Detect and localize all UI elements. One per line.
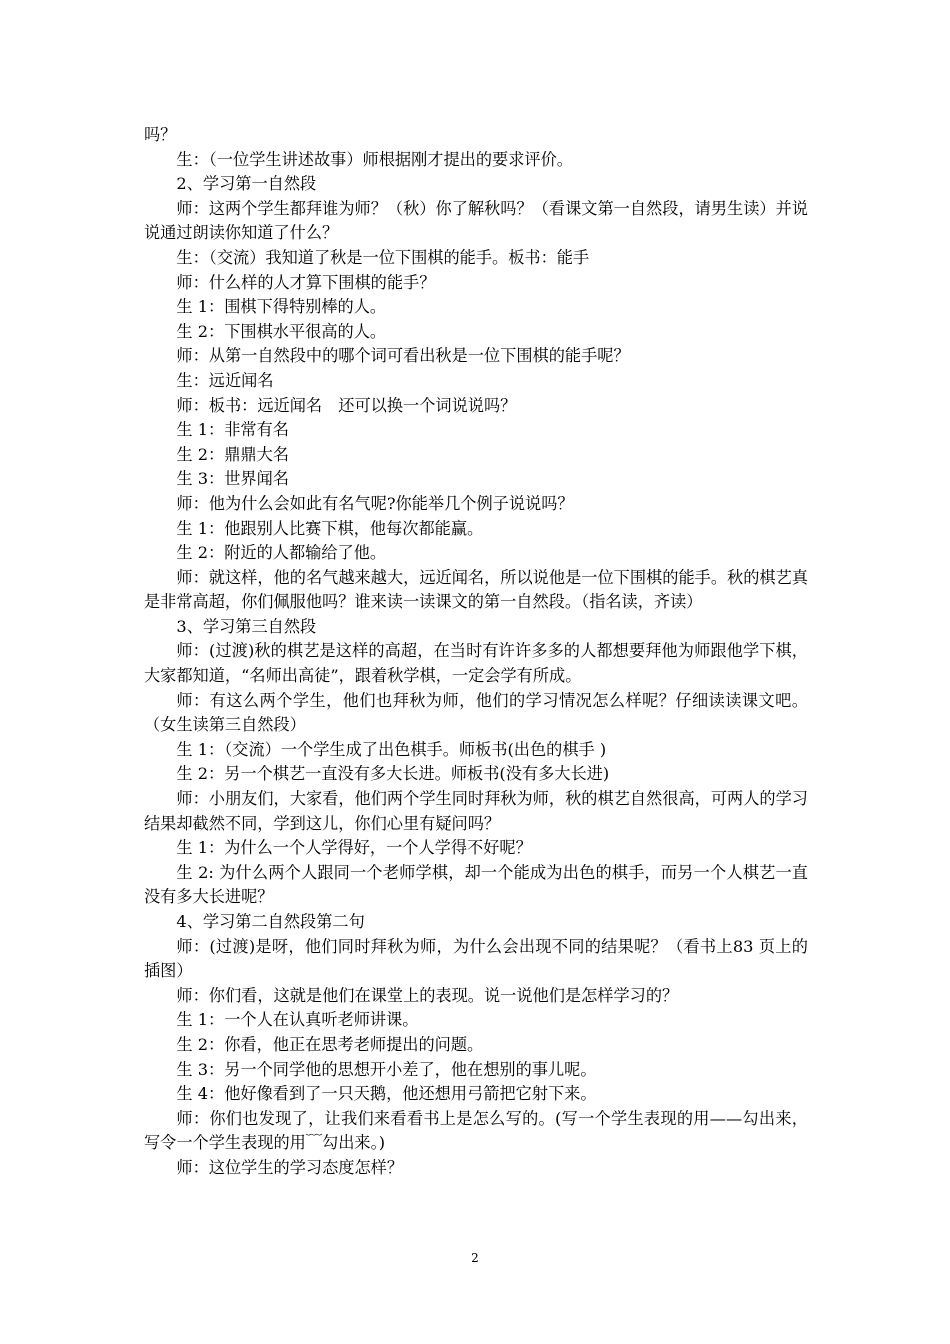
document-body bbox=[144, 123, 808, 1181]
paragraph: 生 2：附近的人都输给了他。 bbox=[176, 543, 387, 563]
paragraph: 师：从第一自然段中的哪个词可看出秋是一位下围棋的能手呢？ bbox=[176, 346, 630, 366]
paragraph: 生 2：你看，他正在思考老师提出的问题。 bbox=[176, 1034, 484, 1054]
paragraph: 生 1：为什么一个人学得好，一个人学得不好呢？ bbox=[176, 838, 532, 858]
paragraph: 师：小朋友们，大家看，他们两个学生同时拜秋为师，秋的棋艺自然很高，可两人的学习结果却截然不同，学到这儿，你们心里有疑问吗？ bbox=[144, 789, 808, 833]
paragraph: 师：这位学生的学习态度怎样？ bbox=[176, 1157, 404, 1177]
paragraph: 师：你们也发现了，让我们来看看书上是怎么写的。(写一个学生表现的用——勾出来，写令一个学生表现的用﹋勾出来。) bbox=[144, 1108, 808, 1153]
paragraph: 生：（一位学生讲述故事）师根据刚才提出的要求评价。 bbox=[176, 149, 573, 169]
paragraph: 生 4：他好像看到了一只天鹅，他还想用弓箭把它射下来。 bbox=[176, 1084, 597, 1104]
page-number: 2 bbox=[471, 1251, 479, 1265]
paragraph: 生：远近闻名 bbox=[176, 370, 274, 390]
paragraph: 师：板书：远近闻名 还可以换一个词说说吗？ bbox=[176, 395, 517, 415]
paragraph: 师：(过渡)是呀，他们同时拜秋为师，为什么会出现不同的结果呢？（看书上83 页上的插图） bbox=[144, 936, 808, 981]
paragraph: 生：（交流）我知道了秋是一位下围棋的能手。板书：能手 bbox=[176, 247, 590, 267]
paragraph: 生 2: 为什么两个人跟同一个老师学棋，却一个能成为出色的棋手，而另一个人棋艺一直没有多大长进呢？ bbox=[144, 862, 808, 907]
paragraph: 师：(过渡)秋的棋艺是这样的高超，在当时有许许多多的人都想要拜他为师跟他学下棋，大家都知道，“名师出高徒”，跟着秋学棋，一定会学有所成。 bbox=[144, 641, 808, 686]
paragraph: 生 2：下围棋水平很高的人。 bbox=[176, 321, 387, 341]
paragraph: 生 3：世界闻名 bbox=[176, 469, 289, 489]
paragraph: 生 2：另一个棋艺一直没有多大长进。师板书(没有多大长进) bbox=[176, 764, 610, 784]
paragraph: 生 2：鼎鼎大名 bbox=[176, 444, 289, 464]
paragraph: 生 3：另一个同学他的思想开小差了，他在想别的事儿呢。 bbox=[176, 1059, 597, 1079]
paragraph: 师：你们看，这就是他们在课堂上的表现。说一说他们是怎样学习的？ bbox=[176, 985, 679, 1005]
paragraph: 师：他为什么会如此有名气呢?你能举几个例子说说吗？ bbox=[176, 493, 574, 513]
paragraph: 生 1：围棋下得特别棒的人。 bbox=[176, 297, 387, 317]
paragraph: 3、学习第三自然段 bbox=[176, 616, 317, 636]
paragraph: 2、学习第一自然段 bbox=[176, 174, 317, 194]
paragraph: 吗？ bbox=[144, 125, 177, 144]
paragraph: 师：有这么两个学生，他们也拜秋为师，他们的学习情况怎么样呢？仔细读读课文吧。（女生读第三自然段） bbox=[144, 690, 808, 735]
paragraph: 生 1：他跟别人比赛下棋，他每次都能赢。 bbox=[176, 518, 484, 538]
paragraph: 师：什么样的人才算下围棋的能手？ bbox=[176, 272, 436, 292]
paragraph: 师：就这样，他的名气越来越大，远近闻名，所以说他是一位下围棋的能手。秋的棋艺真是非常高超，你们佩服他吗？谁来读一读课文的第一自然段。（指名读，齐读） bbox=[144, 567, 808, 612]
paragraph: 生 1：（交流）一个学生成了出色棋手。师板书(出色的棋手 ) bbox=[176, 739, 607, 759]
paragraph: 师：这两个学生都拜谁为师？（秋）你了解秋吗？（看课文第一自然段，请男生读）并说说通过朗读你知道了什么？ bbox=[144, 198, 808, 243]
paragraph: 生 1：一个人在认真听老师讲课。 bbox=[176, 1010, 419, 1030]
paragraph: 生 1：非常有名 bbox=[176, 420, 289, 440]
paragraph: 4、学习第二自然段第二句 bbox=[176, 912, 365, 931]
